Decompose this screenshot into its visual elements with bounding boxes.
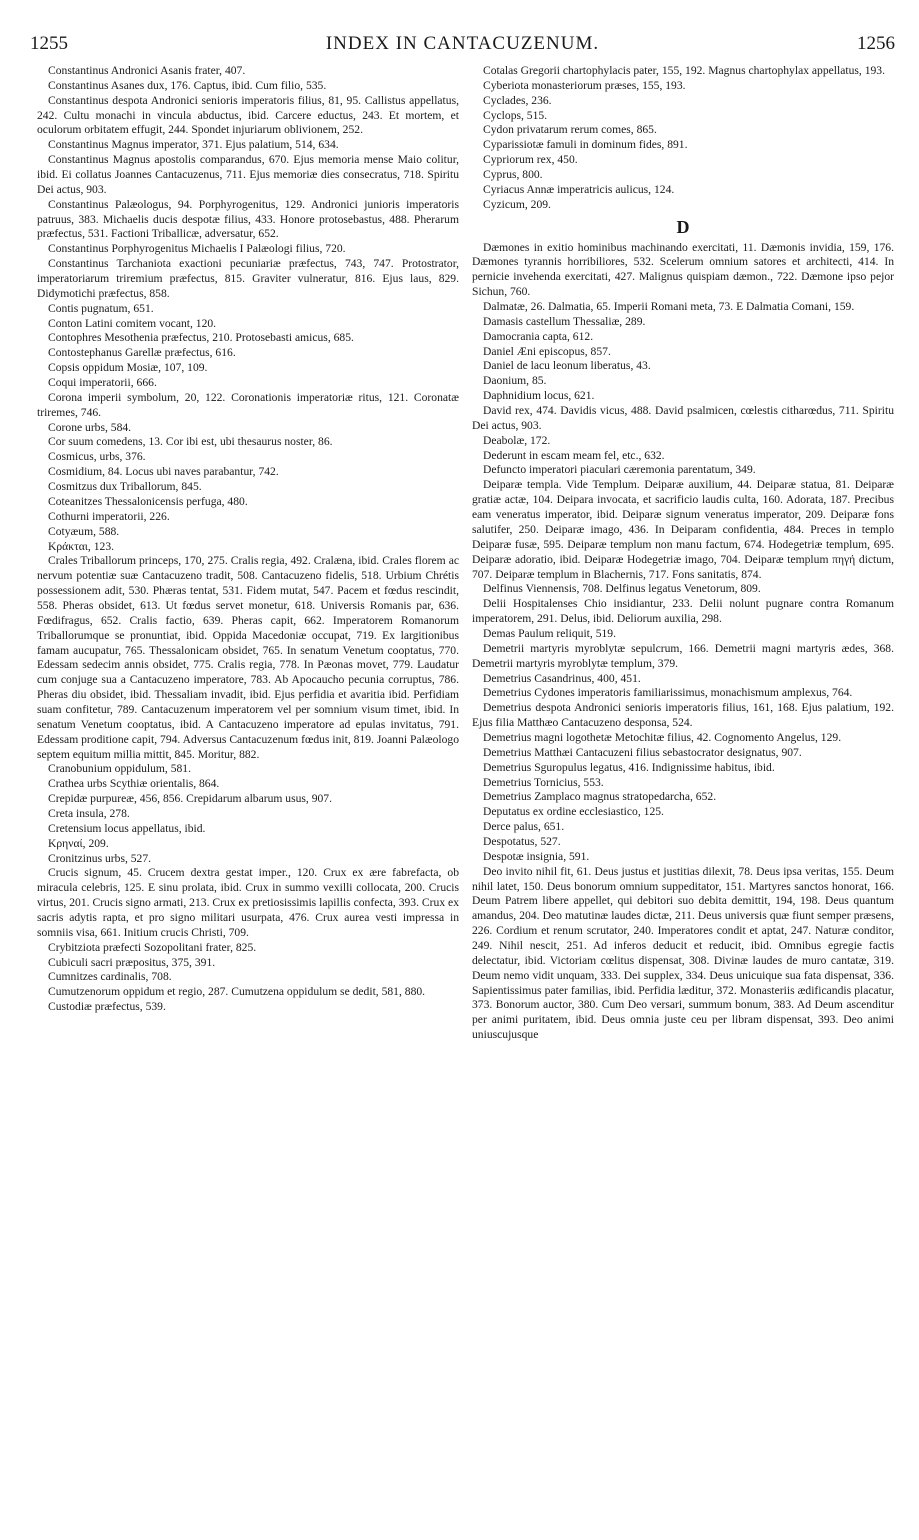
index-entry: Daonium, 85. bbox=[483, 374, 547, 388]
index-entry: Constantinus Palæologus, 94. Porphyrogenitus, 129. Andronici junioris imperatoris patruus, 383. Michaelis ducis despotæ filius, 433. Honore protosebastus, 488. Pherarum præfectus, 531. Factioni Triballicæ, adversatur, 652. bbox=[37, 197, 459, 241]
entries-c-continued bbox=[472, 64, 894, 213]
index-entry: Crales Triballorum princeps, 170, 275. Cralis regia, 492. Cralæna, ibid. Crales florem ac nervum potentiæ suæ Cantacuzeno tradit, 508. Cantacuzeno fidelis, 518. Urbium Chrétis possessionem adit, 530. Phæras tentat, 531. Fidem mutat, 547. Pacem et fœdus rescindit, 558. Pheras obsidet, 613. Ut fœdus servet monetur, 618. Universis Romanis par, 636. Fœdifragus, 652. Cralis factio, 639. Pheras capit, 662. Imperatorem Romanorum Triballorumque se pronuntiat, ibid. Oppida Macedoniæ occupat, 719. Ex largitionibus famam aucupatur, 765. Thessalonicam obsidet, 765. In senatum Venetum cooptatus, 770. Edessam sedecim annis obsidet, 775. Cralis regia, 778. In Pæonas movet, 779. Laudatur cum conjuge sua a Cantacuzeno imperatore, 783. Ab Apocaucho pecunia corruptus, 786. Pheras diu obsidet, ibid. Thessaliam invadit, ibid. Ejus perfidia et avaritia ibid. Perfidiam suam confitetur, 789. Cantacuzenum imperatorem vel per somnium visum timet, ibid. In senatum Venetum cooptatus, ibid. A Cantacuzeno imperatore ad epulas invitatus, 791. Edessam proditione capit, 794. Adversus Cantacuzenum fœdus init, 819. Joanni Palæologo septem equitum millia mittit, 845. Moritur, 882. bbox=[37, 554, 459, 761]
index-entry: Deo invito nihil fit, 61. Deus justus et justitias dilexit, 78. Deus ipsa veritas, 155. Deum nihil latet, 150. Deus bonorum omnium suppeditator, 151. Martyres sanctos honorat, 166. Deum Patrem libere appellet, qui debitori suo debita demittit, 194, 198. Deus quantum amandus, 204. Deo matutinæ laudes dictæ, 211. Deus universis quæ fiunt semper præsens, 226. Cordium et renum scrutator, 240. Imperatores condit et aptat, 247. Naturæ conditor, 249. Nihil nescit, 251. Ad inferos deducit et reducit, ibid. Omnibus egregie factis delectatur, ibid. Victoriam cœlitus dispensat, 308. Divinæ laudes de muro cantatæ, 319. Deum nemo vidit unquam, 333. Dei supplex, 334. Deus unicuique sua fata dispensat, 336. Sapientissimus pater familias, ibid. Perfidia læditur, 372. Monasteriis ædificandis placatur, 373. Bonorum auctor, 380. Cum Deo versari, summum bonum, 383. Ad Deum ascenditur per animi puritatem, ibid. Deus omnia juste ceu per libram dispensat, 393. Deo animi uniuscujusque bbox=[472, 864, 894, 1042]
index-entry: Cyclades, 236. bbox=[483, 93, 552, 107]
index-entry: Crepidæ purpureæ, 456, 856. Crepidarum albarum usus, 907. bbox=[48, 792, 333, 806]
index-entry: Demetrii martyris myroblytæ sepulcrum, 166. Demetrii magni martyris ædes, 368. Demetrii martyris myroblytæ templum, 379. bbox=[472, 641, 894, 670]
index-entry: Constantinus Asanes dux, 176. Captus, ibid. Cum filio, 535. bbox=[48, 78, 327, 92]
index-entry: Contostephanus Garellæ præfectus, 616. bbox=[48, 346, 236, 360]
index-entry: Crathea urbs Scythiæ orientalis, 864. bbox=[48, 777, 220, 791]
index-entry: Constantinus Magnus imperator, 371. Ejus palatium, 514, 634. bbox=[48, 138, 339, 152]
page-number-left: 1255 bbox=[30, 33, 68, 54]
index-entry: Cothurni imperatorii, 226. bbox=[48, 509, 170, 523]
index-entry: Demas Paulum reliquit, 519. bbox=[483, 626, 616, 640]
index-entry: Cranobunium oppidulum, 581. bbox=[48, 762, 191, 776]
index-entry: Cyberiota monasteriorum præses, 155, 193. bbox=[483, 78, 686, 92]
index-entry: Dalmatæ, 26. Dalmatia, 65. Imperii Romani meta, 73. E Dalmatia Comani, 159. bbox=[483, 300, 855, 314]
index-entry: Κρηναί, 209. bbox=[48, 836, 109, 850]
index-entry: Crybitziota præfecti Sozopolitani frater, 825. bbox=[48, 940, 257, 954]
index-entry: Κράκται, 123. bbox=[48, 539, 115, 553]
index-entry: Cotyæum, 588. bbox=[48, 524, 120, 538]
index-entry: Cydon privatarum rerum comes, 865. bbox=[483, 123, 657, 137]
page-number-right: 1256 bbox=[857, 33, 895, 54]
index-entry: Deputatus ex ordine ecclesiastico, 125. bbox=[483, 805, 664, 819]
index-entry: Demetrius Cydones imperatoris familiarissimus, monachismum amplexus, 764. bbox=[483, 686, 853, 700]
index-entry: Cyzicum, 209. bbox=[483, 197, 551, 211]
index-entry: Delii Hospitalenses Chio insidiantur, 233. Delii nolunt pugnare contra Romanum imperatorem, 291. Delus, ibid. Deliorum auxilia, 298. bbox=[472, 597, 894, 626]
index-entry: Corone urbs, 584. bbox=[48, 420, 132, 434]
index-entry: Cor suum comedens, 13. Cor ibi est, ubi thesaurus noster, 86. bbox=[48, 435, 333, 449]
page-header bbox=[30, 32, 895, 58]
index-entry: Defuncto imperatori piaculari cæremonia parentatum, 349. bbox=[483, 463, 756, 477]
index-entry: Cronitzinus urbs, 527. bbox=[48, 851, 152, 865]
index-entry: Demetrius Sguropulus legatus, 416. Indignissime habitus, ibid. bbox=[483, 760, 775, 774]
running-title: INDEX IN CANTACUZENUM. bbox=[325, 33, 600, 54]
index-entry: Constantinus Tarchaniota exactioni pecuniariæ præfectus, 743, 747. Protostrator, imperatoriarum triremium præfectus, 815. Graviter vulneratur, 816. Ejus laus, 829. Didymotichi præfectus, 858. bbox=[37, 257, 459, 300]
index-entry: Demetrius Tornicius, 553. bbox=[483, 775, 604, 789]
index-entry: Constantinus Andronici Asanis frater, 407. bbox=[48, 64, 246, 77]
index-entry: Daniel de lacu leonum liberatus, 43. bbox=[483, 359, 651, 373]
index-entry: Cosmicus, urbs, 376. bbox=[48, 450, 146, 464]
index-entry: Dederunt in escam meam fel, etc., 632. bbox=[483, 448, 665, 462]
index-entry: Cosmitzus dux Triballorum, 845. bbox=[48, 480, 202, 494]
index-entry: Deiparæ templa. Vide Templum. Deiparæ auxilium, 44. Deiparæ statua, 81. Deiparæ gratiæ actæ, 104. Deipara invocata, et sacrificio laudis culta, 160. Adorata, 187. Precibus eam veneratus imperator, ibid. Deiparæ signum veneratus imperator, 209. Deiparæ fons salutifer, 250. Deiparæ imago, 436. In Deiparam confidentia, 484. Preces in templo Deiparæ fusæ, 595. Deiparæ templum non manu factum, 674. Hodegetriæ templum, 695. Deiparæ adoratio, ibid. Deiparæ Hodegetriæ imago, 704. Deiparæ templum πηγή dictum, 707. Deiparæ templum in Blachernis, 717. Fons sanitatis, 874. bbox=[472, 478, 894, 581]
index-entry: Cyclops, 515. bbox=[483, 108, 548, 122]
index-entry: Cubiculi sacri præpositus, 375, 391. bbox=[48, 955, 216, 969]
index-entry: Cosmidium, 84. Locus ubi naves parabantur, 742. bbox=[48, 465, 279, 479]
letter-heading: D bbox=[676, 216, 690, 237]
index-entry: Cypriorum rex, 450. bbox=[483, 153, 578, 167]
index-column-left bbox=[37, 64, 459, 1015]
index-entry: Despotæ insignia, 591. bbox=[483, 849, 590, 863]
entries-d bbox=[472, 241, 894, 1043]
index-entry: Cumnitzes cardinalis, 708. bbox=[48, 970, 172, 984]
index-entry: Coqui imperatorii, 666. bbox=[48, 376, 157, 390]
index-entry: Cumutzenorum oppidum et regio, 287. Cumutzena oppidulum se dedit, 581, 880. bbox=[48, 985, 426, 999]
index-entry: Despotatus, 527. bbox=[483, 834, 561, 848]
index-entry: Contophres Mesothenia præfectus, 210. Protosebasti amicus, 685. bbox=[48, 331, 354, 345]
index-entry: Constantinus Porphyrogenitus Michaelis I Palæologi filius, 720. bbox=[48, 242, 346, 256]
index-entry: Cotalas Gregorii chartophylacis pater, 155, 192. Magnus chartophylax appellatus, 193. bbox=[483, 64, 885, 77]
index-entry: Demetrius Matthæi Cantacuzeni filius sebastocrator designatus, 907. bbox=[483, 745, 802, 759]
index-column-right bbox=[472, 64, 894, 1043]
index-entry: David rex, 474. Davidis vicus, 488. David psalmicen, cœlestis citharœdus, 711. Spiritu Dei actus, 903. bbox=[472, 404, 894, 432]
index-entry: Crucis signum, 45. Crucem dextra gestat imper., 120. Crux ex ære fabrefacta, ob miracula celebris, 125. E sinu prolata, ibid. Crux in summo vexilli collocata, 200. Crucis virtus, 201. Crucis signo armati, 213. Crux ex pretiosissimis lapillis confecta, 393. Crux ex sacris adytis rapta, et pro signo militari usurpata, 476. Crux aurea vesti impressa in somniis visa, 661. Initium crucis Christi, 709. bbox=[37, 866, 459, 939]
index-entry: Corona imperii symbolum, 20, 122. Coronationis imperatoriæ ritus, 121. Coronatæ triremes, 746. bbox=[37, 390, 459, 419]
index-entry: Conton Latini comitem vocant, 120. bbox=[48, 316, 217, 330]
index-entry: Demetrius magni logothetæ Metochitæ filius, 42. Cognomento Angelus, 129. bbox=[483, 730, 842, 744]
index-entry: Creta insula, 278. bbox=[48, 806, 130, 820]
index-entry: Deabolæ, 172. bbox=[483, 433, 551, 447]
index-entry: Damasis castellum Thessaliæ, 289. bbox=[483, 314, 646, 328]
index-entry: Cyriacus Annæ imperatricis aulicus, 124. bbox=[483, 182, 675, 196]
index-entry: Cyprus, 800. bbox=[483, 168, 543, 182]
index-entry: Coteanitzes Thessalonicensis perfuga, 480. bbox=[48, 494, 248, 508]
index-entry: Demetrius Casandrinus, 400, 451. bbox=[483, 671, 641, 685]
index-entry: Constantinus despota Andronici senioris imperatoris filius, 81, 95. Callistus appellatus, 242. Cultu monachi in vincula abductus, ibid. Carcere eductus, 243. Et mortem, et oculorum orbitatem effugit, 244. Spondet injuriarum oblivionem, 252. bbox=[37, 93, 459, 137]
index-entry: Derce palus, 651. bbox=[483, 820, 565, 834]
index-entry: Custodiæ præfectus, 539. bbox=[48, 1000, 166, 1014]
index-entry: Damocrania capta, 612. bbox=[483, 329, 594, 343]
index-entry: Constantinus Magnus apostolis comparandus, 670. Ejus memoria mense Maio colitur, ibid. Ei collatus Joannes Cantacuzenus, 711. Ejus memoriæ dies consecratus, 718. Spiritu Dei actus, 903. bbox=[37, 153, 459, 196]
index-entry: Daniel Æni episcopus, 857. bbox=[483, 344, 611, 358]
index-entry: Dæmones in exitio hominibus machinando exercitati, 11. Dæmonis invidia, 159, 176. Dæmones tyrannis horribiliores, 532. Scelerum omnium satores et architecti, 414. In pernicie invehenda exercitati, 427. Malignus quispiam dæmon., 722. Dæmone ipso pejor Sichun, 760. bbox=[472, 240, 894, 299]
index-entry: Demetrius Zamplaco magnus stratopedarcha, 652. bbox=[483, 790, 717, 804]
index-entry: Cyparissiotæ famuli in dominum fides, 891. bbox=[483, 138, 688, 152]
index-entry: Copsis oppidum Mosiæ, 107, 109. bbox=[48, 361, 208, 375]
index-entry: Daphnidium locus, 621. bbox=[483, 389, 595, 403]
index-entry: Delfinus Viennensis, 708. Delfinus legatus Venetorum, 809. bbox=[483, 582, 761, 596]
index-entry: Demetrius despota Andronici senioris imperatoris filius, 161, 168. Ejus palatium, 192. Ejus filia Matthæo Cantacuzeno desponsa, 524. bbox=[472, 701, 894, 730]
index-entry: Cretensium locus appellatus, ibid. bbox=[48, 821, 206, 835]
index-entry: Contis pugnatum, 651. bbox=[48, 301, 154, 315]
